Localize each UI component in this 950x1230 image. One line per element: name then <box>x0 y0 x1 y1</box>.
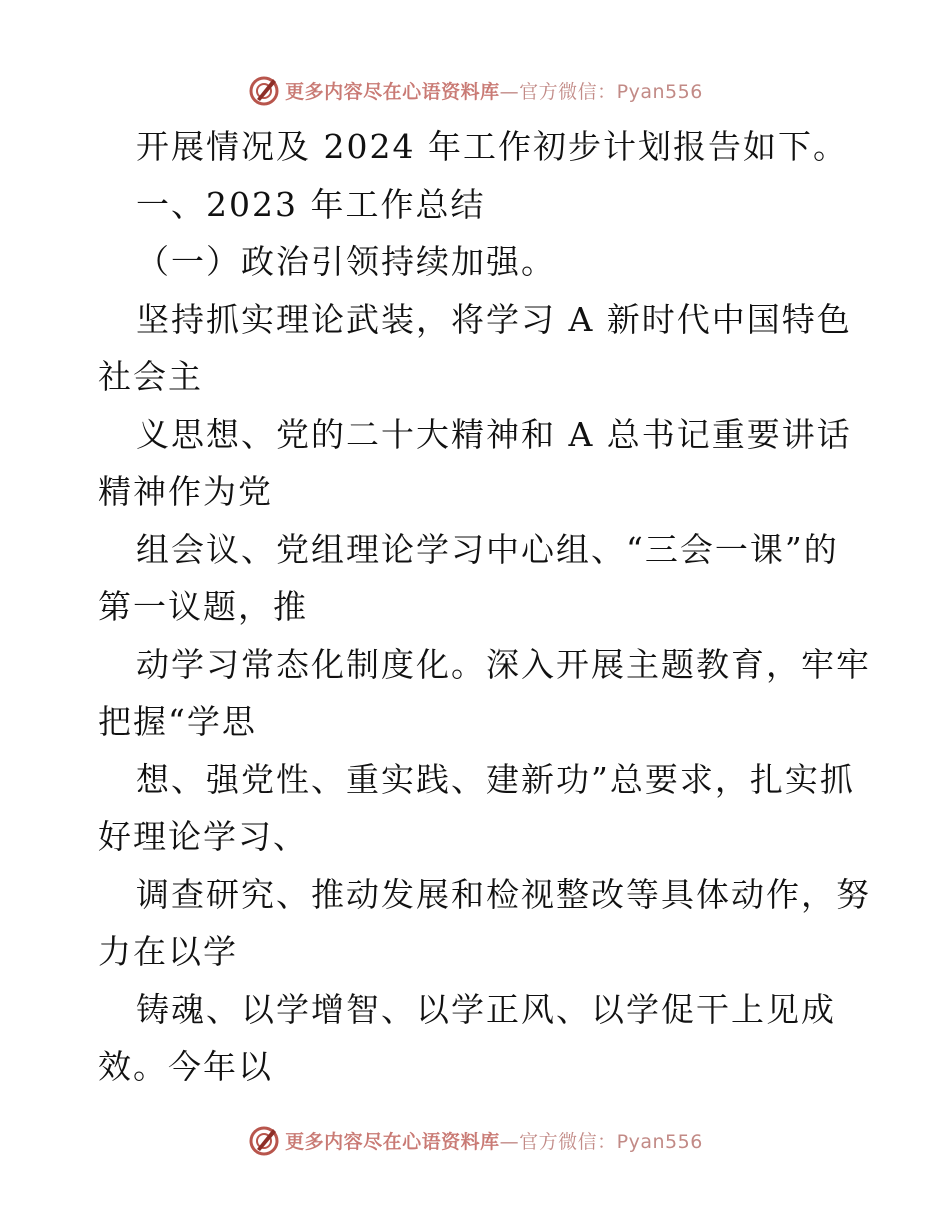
pen-circle-logo-icon <box>247 73 281 107</box>
text-line: 力在以学 <box>98 932 238 971</box>
text-line: 把握“学思 <box>98 702 257 741</box>
watermark-contact-text: —官方微信：Pyan556 <box>499 1130 703 1153</box>
watermark-main-text: 更多内容尽在心语资料库 <box>285 80 500 103</box>
text-line: 社会主 <box>98 357 203 396</box>
watermark-contact-text: —官方微信：Pyan556 <box>499 80 703 103</box>
text-line: 想、强党性、重实践、建新功”总要求，扎实抓 <box>136 759 855 799</box>
text-line: 铸魂、以学增智、以学正风、以学促干上见成 <box>136 989 836 1029</box>
text-line: 开展情况及 2024 年工作初步计划报告如下。 <box>136 127 848 166</box>
watermark-main-text: 更多内容尽在心语资料库 <box>285 1130 500 1153</box>
text-line: 精神作为党 <box>98 472 273 511</box>
text-line: 组会议、党组理论学习中心组、“三会一课”的 <box>136 529 839 569</box>
text-line: 效。今年以 <box>98 1047 273 1086</box>
text-line: 好理论学习、 <box>98 817 308 856</box>
document-body <box>98 118 871 1096</box>
text-line: 调查研究、推动发展和检视整改等具体动作，努 <box>136 874 871 914</box>
text-line: 一、2023 年工作总结 <box>136 184 486 224</box>
text-line: 义思想、党的二十大精神和 A 总书记重要讲话 <box>136 414 852 454</box>
text-line: （一）政治引领持续加强。 <box>136 242 556 281</box>
pen-circle-logo-icon <box>247 1123 281 1157</box>
footer-watermark <box>0 1120 950 1160</box>
text-line: 第一议题，推 <box>98 587 308 626</box>
header-watermark <box>0 70 950 110</box>
text-line: 坚持抓实理论武装，将学习 A 新时代中国特色 <box>136 299 852 339</box>
text-line: 动学习常态化制度化。深入开展主题教育，牢牢 <box>136 644 871 684</box>
